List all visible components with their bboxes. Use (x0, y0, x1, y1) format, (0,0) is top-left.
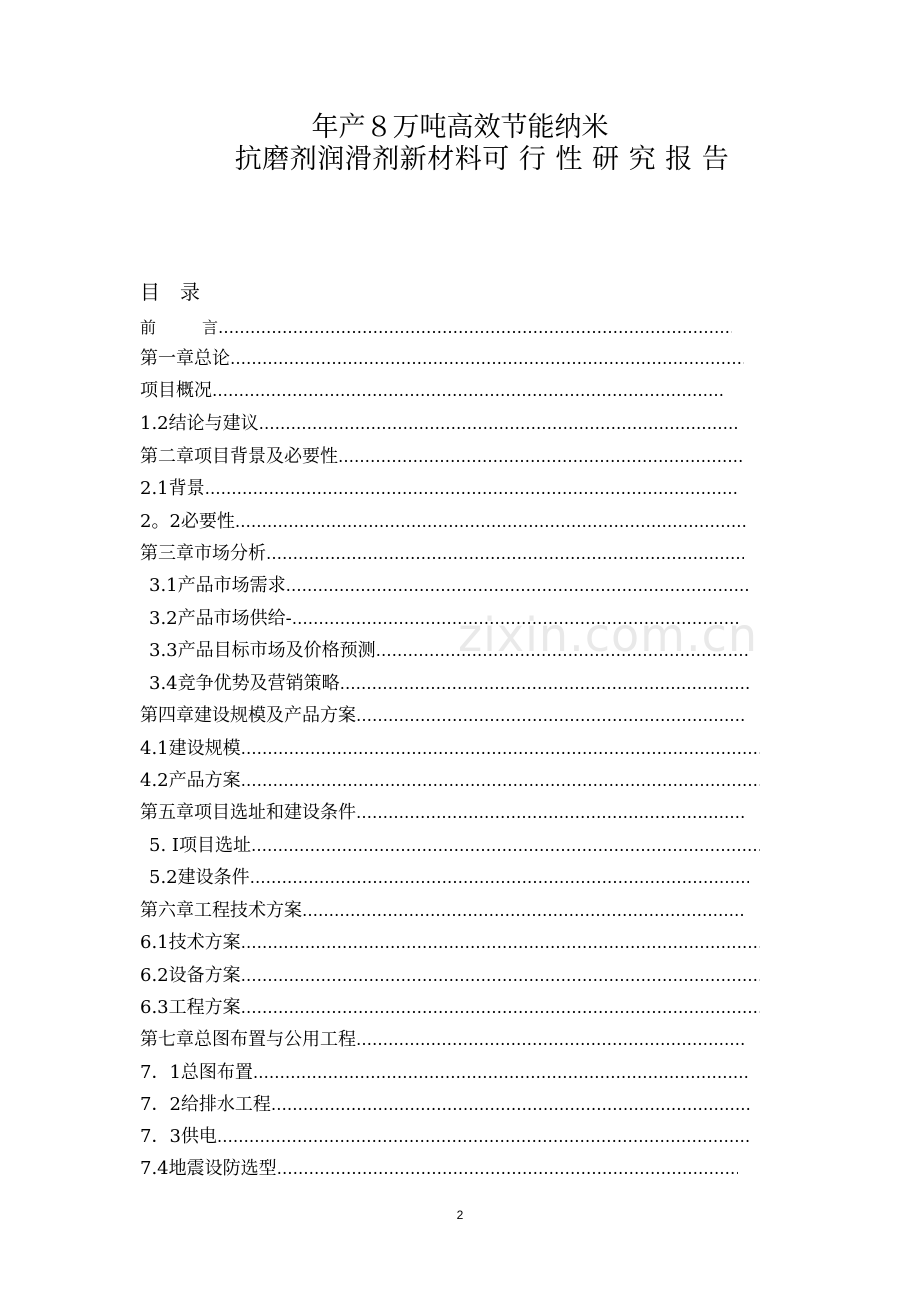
toc-entry[interactable] (140, 699, 744, 729)
preface-label-part-1: 前 (140, 317, 157, 337)
toc-entry-label: 3.2产品市场供给- (149, 608, 292, 629)
toc-entry-label: 1.2结论与建议 (140, 413, 259, 434)
toc-entry[interactable] (140, 440, 744, 470)
toc-entry-label: 3.3产品目标市场及价格预测 (149, 640, 376, 661)
toc-entry-label: 第七章总图布置与公用工程 (140, 1029, 356, 1050)
toc-entry-label: 第一章总论 (140, 348, 230, 369)
toc-entry[interactable] (140, 1088, 750, 1118)
toc-dot-leader (217, 1125, 750, 1146)
toc-entry[interactable] (140, 732, 760, 762)
toc-dot-leader (292, 607, 739, 628)
toc-entry-label: 6.2设备方案 (140, 965, 241, 986)
toc-entry[interactable] (140, 1056, 750, 1086)
toc-entry-preface[interactable] (140, 311, 732, 341)
toc-entry[interactable] (149, 569, 749, 599)
toc-entry-label: 4.2产品方案 (140, 770, 241, 791)
toc-entry[interactable] (149, 861, 749, 891)
toc-dot-leader (376, 639, 749, 660)
toc-dot-leader (235, 510, 748, 531)
toc-entry[interactable] (149, 829, 760, 859)
toc-dot-leader (340, 672, 749, 693)
watermark: zixin.com.cn (458, 608, 759, 662)
toc-dot-leader (266, 542, 744, 563)
toc-entry-label: 5.2建设条件 (149, 867, 250, 888)
toc-entry[interactable] (140, 894, 744, 924)
toc-dot-leader (205, 477, 738, 498)
toc-dot-leader (356, 801, 744, 822)
toc-entry[interactable] (140, 537, 744, 567)
toc-entry-label: 7．2给排水工程 (140, 1094, 271, 1115)
toc-dot-leader (338, 445, 744, 466)
toc-entry[interactable] (140, 407, 738, 437)
toc-dot-leader (218, 316, 732, 337)
toc-entry[interactable] (140, 764, 760, 794)
toc-entry-label: 3.1产品市场需求 (149, 575, 286, 596)
toc-dot-leader (302, 899, 744, 920)
toc-entry-label: 3.4竞争优势及营销策略 (149, 673, 340, 694)
toc-entry[interactable] (140, 796, 744, 826)
toc-entry[interactable] (140, 505, 748, 535)
preface-label-part-2: 言 (201, 317, 218, 337)
toc-dot-leader (241, 996, 760, 1017)
toc-entry[interactable] (149, 634, 749, 664)
toc-dot-leader (230, 347, 744, 368)
toc-entry-label: 第五章项目选址和建设条件 (140, 802, 356, 823)
toc-entry-label: 第二章项目背景及必要性 (140, 446, 338, 467)
toc-dot-leader (356, 1028, 744, 1049)
toc-entry[interactable] (140, 991, 760, 1021)
toc-entry-label: 第六章工程技术方案 (140, 900, 302, 921)
toc-entry-label: 2.1背景 (140, 478, 205, 499)
toc-entry-label: 6.3工程方案 (140, 997, 241, 1018)
toc-entry[interactable] (140, 926, 760, 956)
page-number: 2 (456, 1208, 464, 1222)
toc-dot-leader (259, 412, 738, 433)
toc-entry-label: 7．1总图布置 (140, 1062, 253, 1083)
toc-entry-label: 4.1建设规模 (140, 738, 241, 759)
toc-dot-leader (271, 1093, 750, 1114)
toc-entry-label: 第三章市场分析 (140, 543, 266, 564)
toc-entry[interactable] (140, 1152, 738, 1182)
toc-dot-leader (241, 964, 760, 985)
toc-dot-leader (241, 931, 760, 952)
toc-entry[interactable] (140, 959, 760, 989)
toc-dot-leader (277, 1157, 738, 1178)
toc-dot-leader (212, 379, 724, 400)
toc-entry[interactable] (149, 602, 739, 632)
toc-dot-leader (286, 574, 749, 595)
toc-entry[interactable] (140, 472, 738, 502)
toc-entry-label: 5. Ⅰ项目选址 (149, 835, 252, 856)
toc-entry[interactable] (140, 342, 744, 372)
toc-entry-label: 7.4地震设防选型 (140, 1158, 277, 1179)
toc-entry-label: 7．3供电 (140, 1126, 217, 1147)
toc-dot-leader (241, 737, 760, 758)
toc-dot-leader (241, 769, 760, 790)
document-title-line-2: 抗磨剂润滑剂新材料可 行 性 研 究 报 告 (234, 144, 730, 175)
toc-entry[interactable] (149, 667, 749, 697)
toc-entry[interactable] (140, 1120, 750, 1150)
toc-dot-leader (356, 704, 744, 725)
toc-dot-leader (251, 834, 760, 855)
toc-dot-leader (253, 1061, 750, 1082)
toc-entry-label (140, 315, 218, 338)
toc-entry-label: 第四章建设规模及产品方案 (140, 705, 356, 726)
toc-entry[interactable] (140, 374, 724, 404)
toc-entry-label: 6.1技术方案 (140, 932, 241, 953)
toc-heading: 目 录 (140, 280, 200, 304)
document-title-line-1: 年产８万吨高效节能纳米 (311, 112, 609, 143)
toc-dot-leader (250, 866, 749, 887)
toc-entry[interactable] (140, 1023, 744, 1053)
toc-entry-label: 2。2必要性 (140, 511, 235, 532)
toc-entry-label: 项目概况 (140, 380, 212, 401)
